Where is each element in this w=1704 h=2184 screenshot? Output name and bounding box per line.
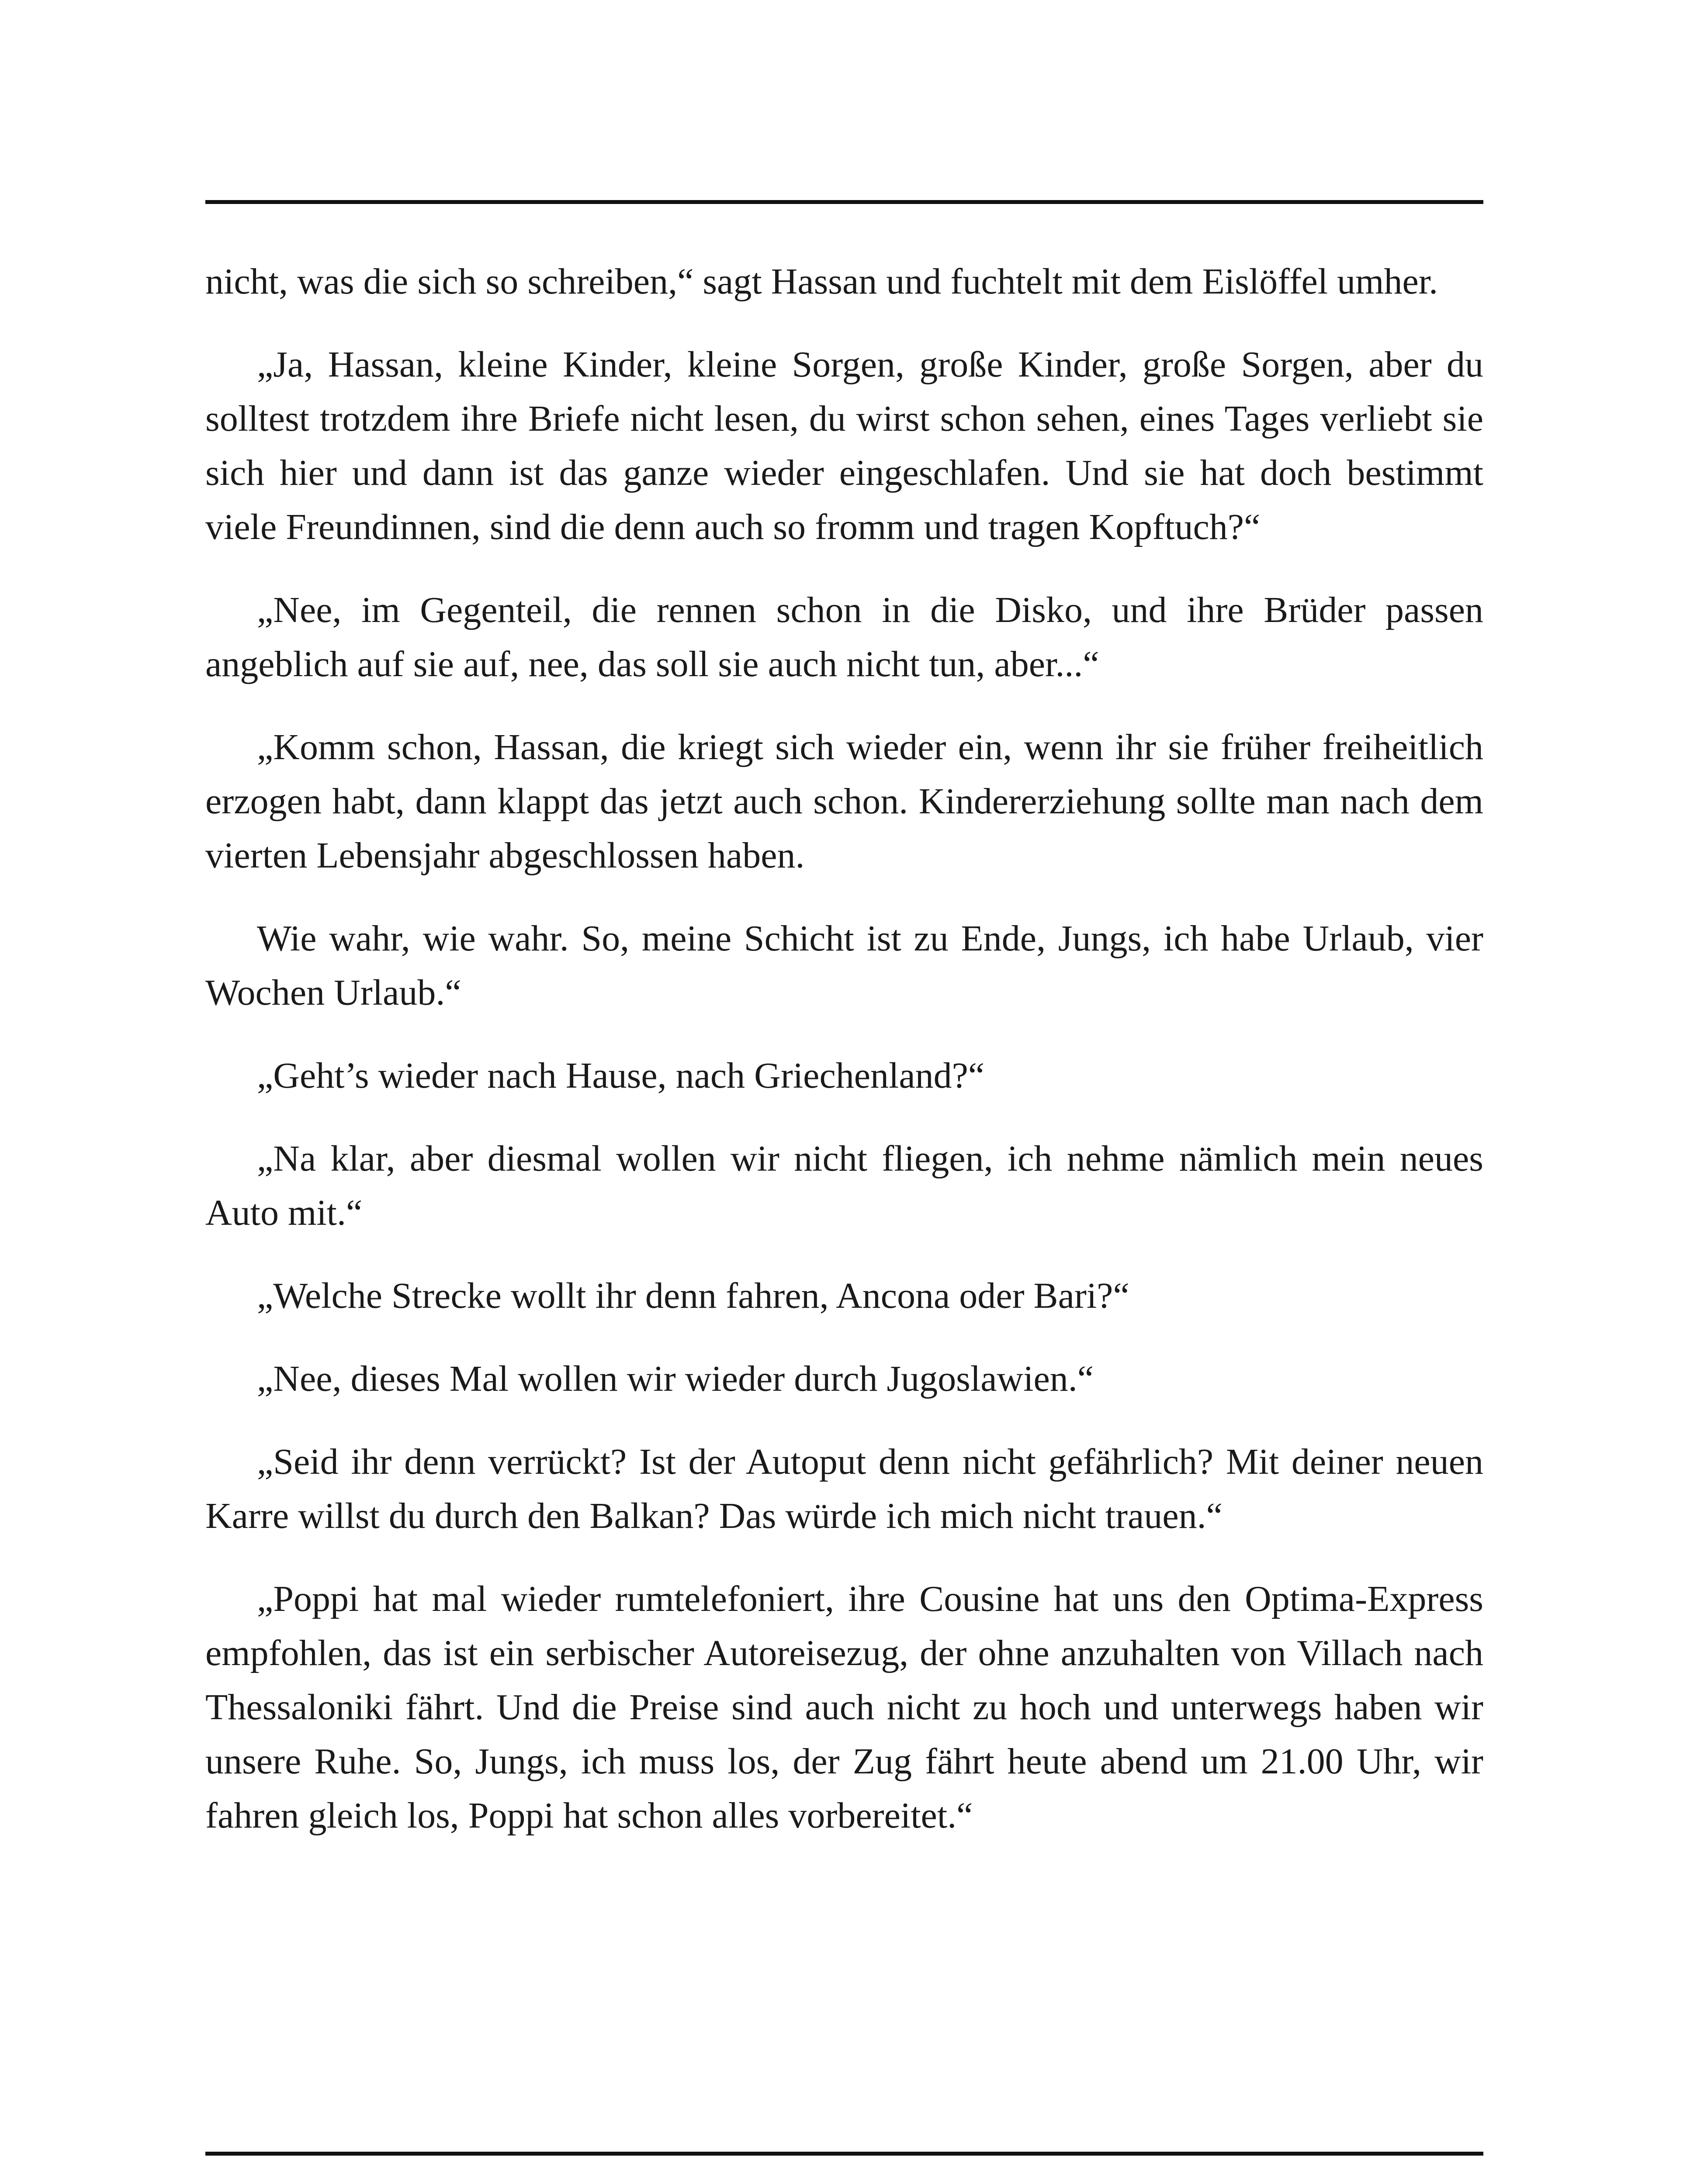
paragraph: „Ja, Hassan, kleine Kinder, kleine Sorgen, große Kinder, große Sorgen, aber du solltest trotzdem ihre Briefe nicht lesen, du wirst schon sehen, eines Tages verliebt sie sich hier und dann ist das ganze wieder eingeschlafen. Und sie hat doch bestimmt viele Freundinnen, sind die denn auch so fromm und tragen Kopftuch?“ [205,344,1483,547]
paragraph: „Geht’s wieder nach Hause, nach Griechenland?“ [257,1055,985,1096]
paragraph: „Welche Strecke wollt ihr denn fahren, Ancona oder Bari?“ [257,1275,1129,1316]
paragraph: „Nee, im Gegenteil, die rennen schon in die Disko, und ihre Brüder passen angeblich auf sie auf, nee, das soll sie auch nicht tun, aber...“ [205,590,1483,684]
body-text [205,255,1483,1872]
paragraph: nicht, was die sich so schreiben,“ sagt Hassan und fuchtelt mit dem Eislöffel umher. [205,261,1438,302]
paragraph: Wie wahr, wie wahr. So, meine Schicht ist zu Ende, Jungs, ich habe Urlaub, vier Wochen Urlaub.“ [205,918,1483,1013]
paragraph: „Komm schon, Hassan, die kriegt sich wieder ein, wenn ihr sie früher freiheitlich erzogen habt, dann klappt das jetzt auch schon. Kindererziehung sollte man nach dem vierten Lebensjahr abgeschlossen haben. [205,727,1483,876]
paragraph: „Poppi hat mal wieder rumtelefoniert, ihre Cousine hat uns den Optima-Express empfohlen, das ist ein serbischer Autoreisezug, der ohne anzuhalten von Villach nach Thessaloniki fährt. Und die Preise sind auch nicht zu hoch und unterwegs haben wir unsere Ruhe. So, Jungs, ich muss los, der Zug fährt heute abend um 21.00 Uhr, wir fahren gleich los, Poppi hat schon alles vorbereitet.“ [205,1579,1483,1836]
page-number [1396,2177,1483,2184]
paragraph: „Seid ihr denn verrückt? Ist der Autoput denn nicht gefährlich? Mit deiner neuen Karre willst du durch den Balkan? Das würde ich mich nicht trauen.“ [205,1441,1483,1536]
paragraph: „Nee, dieses Mal wollen wir wieder durch Jugoslawien.“ [257,1358,1094,1399]
header-rule [205,200,1483,204]
footer-rule [205,2152,1483,2156]
paragraph: „Na klar, aber diesmal wollen wir nicht fliegen, ich nehme nämlich mein neues Auto mit.“ [205,1138,1483,1233]
